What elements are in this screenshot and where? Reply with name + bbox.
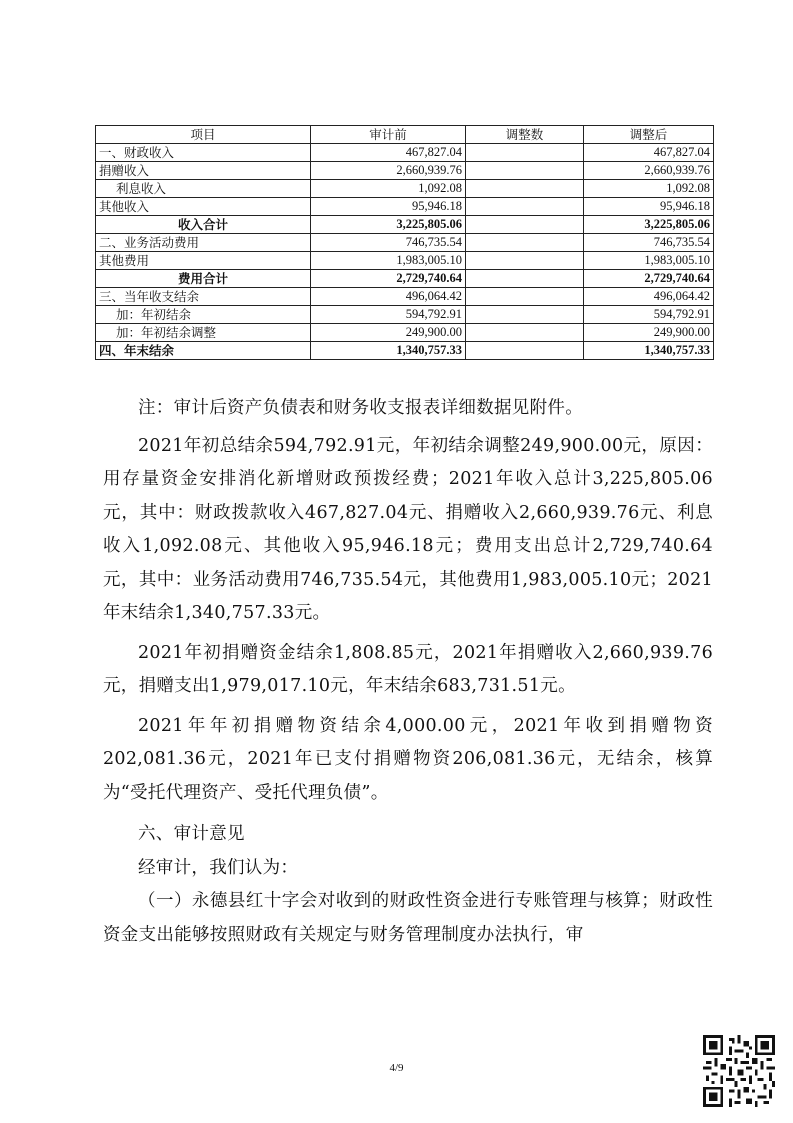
row-after: 95,946.18 [584,198,714,216]
section-heading: 六、审计意见 [138,824,245,844]
row-label: 加：年初结余调整 [96,324,311,342]
table-row [96,306,714,324]
row-after: 746,735.54 [584,234,714,252]
table-row [96,198,714,216]
table-row-total [96,342,714,360]
row-after: 3,225,805.06 [584,216,714,234]
row-label: 其他收入 [96,198,311,216]
row-before: 2,660,939.76 [311,162,466,180]
row-adjust [466,216,584,234]
row-after: 594,792.91 [584,306,714,324]
header-after: 调整后 [584,126,714,144]
table-row-total [96,216,714,234]
table-row [96,162,714,180]
note-paragraph: 注：审计后资产负债表和财务收支报表详细数据见附件。 [138,398,583,418]
donation-goods-paragraph: 2021年年初捐赠物资结余4,000.00元，2021年收到捐赠物资202,081.36元，2021年已支付捐赠物资206,081.36元，无结余，核算为“受托代理资产、受托代理负债”。 [103,715,713,803]
table-row-total [96,270,714,288]
body-text [103,392,713,952]
row-adjust [466,162,584,180]
row-adjust [466,288,584,306]
row-before: 2,729,740.64 [311,270,466,288]
table-row [96,234,714,252]
row-before: 594,792.91 [311,306,466,324]
table-row [96,180,714,198]
page-number: 4/9 [389,1062,404,1074]
header-item: 项目 [96,126,311,144]
row-label: 费用合计 [96,270,311,288]
row-after: 496,064.42 [584,288,714,306]
row-label: 利息收入 [96,180,311,198]
row-label: 加：年初结余 [96,306,311,324]
row-adjust [466,234,584,252]
row-after: 2,729,740.64 [584,270,714,288]
row-before: 746,735.54 [311,234,466,252]
row-after: 467,827.04 [584,144,714,162]
row-before: 467,827.04 [311,144,466,162]
income-expense-table [95,125,714,360]
row-before: 496,064.42 [311,288,466,306]
row-after: 1,340,757.33 [584,342,714,360]
row-adjust [466,306,584,324]
opinion-intro: 经审计，我们认为： [138,857,299,878]
table-row [96,252,714,270]
row-adjust [466,270,584,288]
row-adjust [466,180,584,198]
row-adjust [466,342,584,360]
row-label: 二、业务活动费用 [96,234,311,252]
row-adjust [466,144,584,162]
header-adjust: 调整数 [466,126,584,144]
row-label: 四、年末结余 [96,342,311,360]
opinion-item-1: （一）永德县红十字会对收到的财政性资金进行专账管理与核算；财政性资金支出能够按照财政有关规定与财务管理制度办法执行，审 [103,891,713,945]
qr-code-icon [703,1035,775,1107]
row-label: 收入合计 [96,216,311,234]
row-after: 2,660,939.76 [584,162,714,180]
header-before: 审计前 [311,126,466,144]
row-before: 1,092.08 [311,180,466,198]
table-header-row [96,126,714,144]
row-adjust [466,252,584,270]
row-label: 捐赠收入 [96,162,311,180]
table-row [96,144,714,162]
row-before: 3,225,805.06 [311,216,466,234]
row-after: 1,983,005.10 [584,252,714,270]
row-before: 1,340,757.33 [311,342,466,360]
row-before: 95,946.18 [311,198,466,216]
row-label: 一、财政收入 [96,144,311,162]
table-row [96,288,714,306]
donation-funds-paragraph: 2021年初捐赠资金结余1,808.85元，2021年捐赠收入2,660,939.76元，捐赠支出1,979,017.10元，年末结余683,731.51元。 [103,642,713,696]
row-adjust [466,198,584,216]
row-label: 其他费用 [96,252,311,270]
table-row [96,324,714,342]
row-label: 三、当年收支结余 [96,288,311,306]
row-after: 1,092.08 [584,180,714,198]
row-before: 1,983,005.10 [311,252,466,270]
row-before: 249,900.00 [311,324,466,342]
summary-paragraph: 2021年初总结余594,792.91元，年初结余调整249,900.00元，原因：用存量资金安排消化新增财政预拨经费；2021年收入总计3,225,805.06元，其中：财政拨款收入467,827.04元、捐赠收入2,660,939.76元、利息收入1,092.08元、其他收入95,946.18元；费用支出总计2,729,740.64元，其中：业务活动费用746,735.54元，其他费用1,983,005.10元；2021年末结余1,340,757.33元。 [103,435,713,623]
row-after: 249,900.00 [584,324,714,342]
row-adjust [466,324,584,342]
